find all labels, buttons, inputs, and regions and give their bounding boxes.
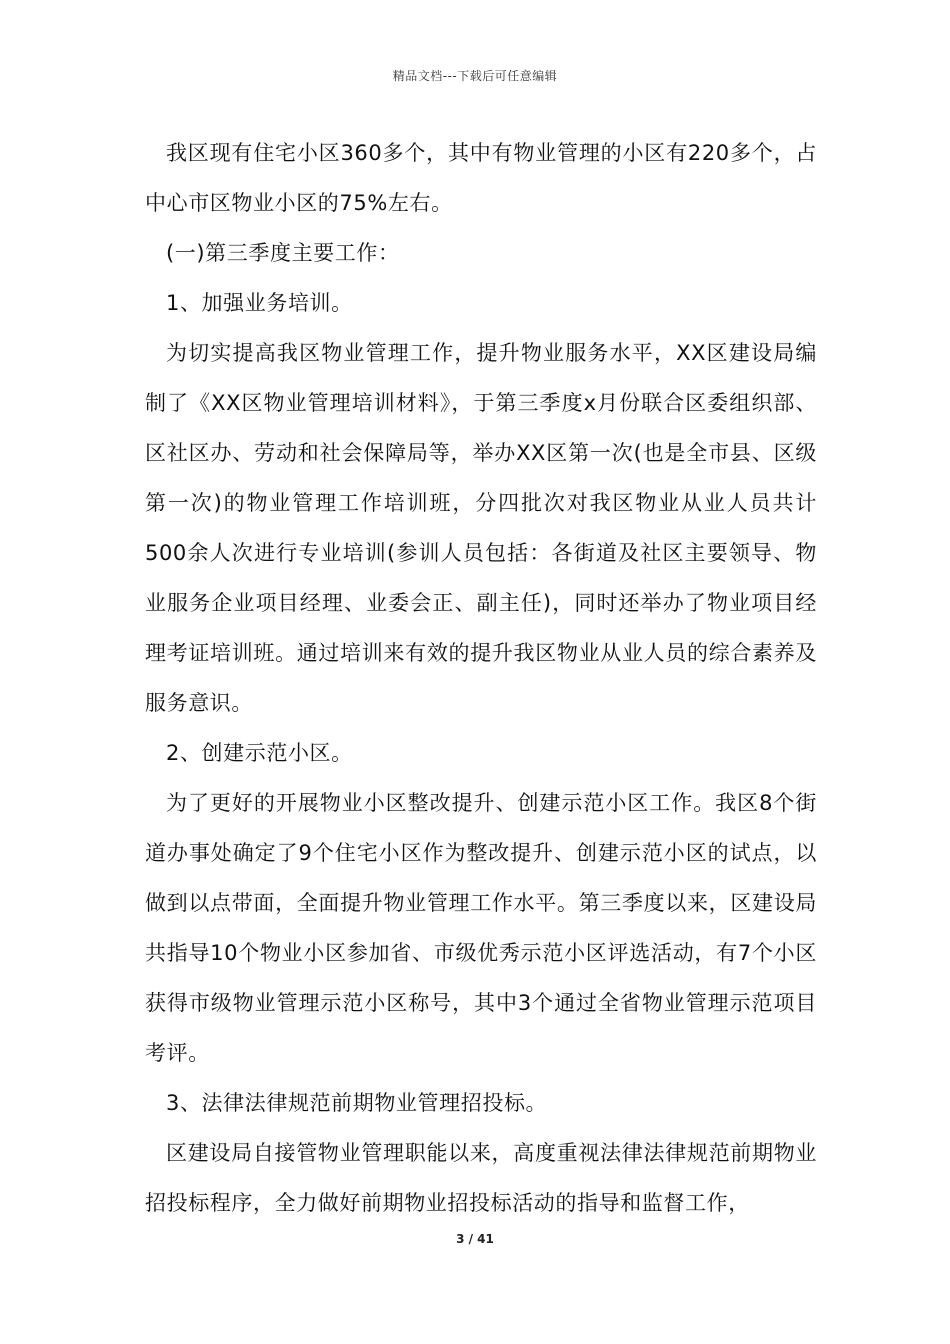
item-heading-bidding: 3、法律法律规范前期物业管理招投标。 — [166, 1091, 548, 1115]
page-number: 3 / 41 — [456, 1232, 494, 1246]
item-heading-training: 1、加强业务培训。 — [166, 291, 353, 315]
paragraph-intro: 我区现有住宅小区360多个，其中有物业管理的小区有220多个，占中心市区物业小区的75%左右。 — [145, 141, 817, 215]
item-heading-demo-community: 2、创建示范小区。 — [166, 741, 353, 765]
paragraph-demo-community: 为了更好的开展物业小区整改提升、创建示范小区工作。我区8个街道办事处确定了9个住宅小区作为整改提升、创建示范小区的试点，以做到以点带面，全面提升物业管理工作水平。第三季度以来，区建设局共指导10个物业小区参加省、市级优秀示范小区评选活动，有7个小区获得市级物业管理示范小区称号，其中3个通过全省物业管理示范项目考评。 — [145, 791, 817, 1065]
page-header: 精品文档---下载后可任意编辑 — [392, 69, 558, 83]
section-heading-q3-work: (一)第三季度主要工作： — [166, 241, 400, 265]
paragraph-bidding: 区建设局自接管物业管理职能以来，高度重视法律法律规范前期物业招投标程序，全力做好前期物业招投标活动的指导和监督工作， — [145, 1141, 817, 1215]
document-body — [145, 128, 817, 1228]
paragraph-training: 为切实提高我区物业管理工作，提升物业服务水平，XX区建设局编制了《XX区物业管理培训材料》，于第三季度x月份联合区委组织部、区社区办、劳动和社会保障局等，举办XX区第一次(也是全市县、区级第一次)的物业管理工作培训班，分四批次对我区物业从业人员共计500余人次进行专业培训(参训人员包括：各街道及社区主要领导、物业服务企业项目经理、业委会正、副主任)，同时还举办了物业项目经理考证培训班。通过培训来有效的提升我区物业从业人员的综合素养及服务意识。 — [145, 341, 817, 715]
